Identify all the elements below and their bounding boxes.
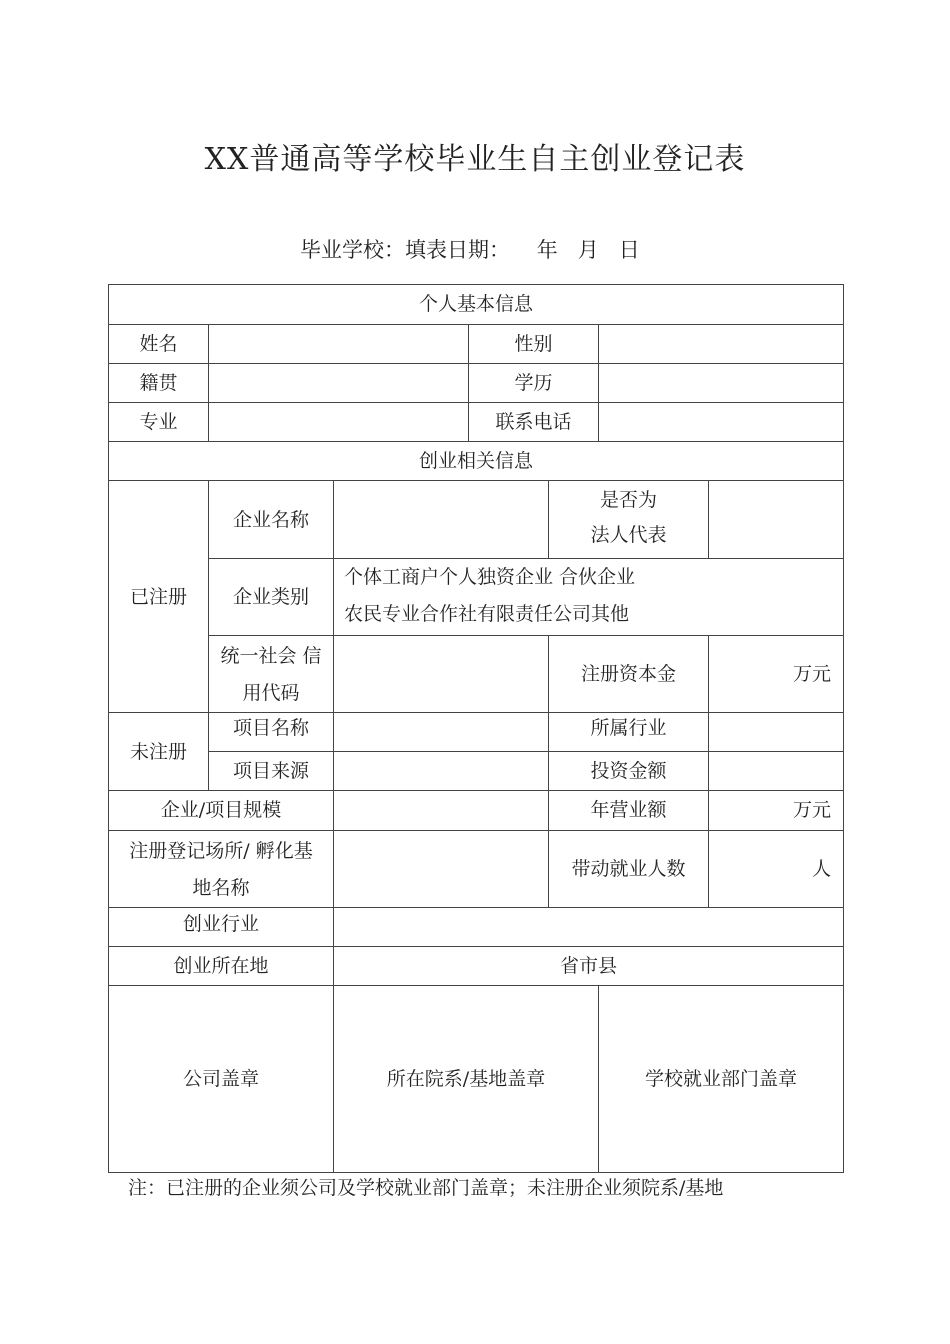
revenue-unit: 万元 xyxy=(792,799,831,821)
company-type-options[interactable] xyxy=(334,559,844,636)
gender-label: 性别 xyxy=(469,325,599,364)
hometown-field[interactable] xyxy=(209,364,469,403)
unregistered-group-label xyxy=(109,713,209,791)
company-type-label xyxy=(209,559,334,636)
project-name-label: 项目名称 xyxy=(209,713,334,752)
credit-code-label-line1: 统一社会 信 xyxy=(220,645,322,667)
major-field[interactable] xyxy=(209,403,469,442)
school-seal-box xyxy=(599,986,844,1173)
legal-rep-label-line1: 是否为 xyxy=(599,489,657,511)
industry-field[interactable] xyxy=(709,713,844,752)
jobs-field[interactable] xyxy=(709,831,844,908)
investment-label: 投资金额 xyxy=(549,752,709,791)
phone-field[interactable] xyxy=(599,403,844,442)
unregistered-label-text: 未注册 xyxy=(129,740,187,763)
jobs-unit: 人 xyxy=(811,858,831,880)
project-source-field[interactable] xyxy=(334,752,549,791)
phone-label: 联系电话 xyxy=(469,403,599,442)
legal-rep-label-line2: 法人代表 xyxy=(590,524,667,546)
school-seal-label: 学校就业部门盖章 xyxy=(644,1068,797,1090)
incubation-base-label xyxy=(109,831,334,908)
incubation-base-field[interactable] xyxy=(334,831,549,908)
incubation-base-label-line1: 注册登记场所/ 孵化基 xyxy=(129,840,313,862)
scale-label: 企业/项目规模 xyxy=(109,791,334,831)
department-seal-box xyxy=(334,986,599,1173)
location-field[interactable]: 省市县 xyxy=(334,947,844,986)
revenue-field[interactable] xyxy=(709,791,844,831)
credit-code-label-line2: 用代码 xyxy=(242,682,300,704)
company-name-label-text: 企业名称 xyxy=(232,508,309,531)
location-label: 创业所在地 xyxy=(109,947,334,986)
gender-field[interactable] xyxy=(599,325,844,364)
education-field[interactable] xyxy=(599,364,844,403)
industry-label: 所属行业 xyxy=(549,713,709,752)
name-field[interactable] xyxy=(209,325,469,364)
revenue-label: 年营业额 xyxy=(549,791,709,831)
capital-field[interactable] xyxy=(709,636,844,713)
education-label: 学历 xyxy=(469,364,599,403)
section-header-personal: 个人基本信息 xyxy=(109,285,844,325)
registration-form-table xyxy=(108,284,844,1173)
credit-code-label xyxy=(209,636,334,713)
form-title: XX普通高等学校毕业生自主创业登记表 xyxy=(204,142,746,177)
legal-rep-label xyxy=(549,481,709,559)
investment-field[interactable] xyxy=(709,752,844,791)
capital-unit: 万元 xyxy=(792,663,831,685)
capital-label-text: 注册资本金 xyxy=(580,663,676,685)
company-name-label xyxy=(209,481,334,559)
incubation-base-label-line2: 地名称 xyxy=(192,877,250,899)
company-type-options-line2: 农民专业合作社有限责任公司其他 xyxy=(344,603,630,625)
company-name-field[interactable] xyxy=(334,481,549,559)
major-label: 专业 xyxy=(109,403,209,442)
capital-label xyxy=(549,636,709,713)
section-header-startup: 创业相关信息 xyxy=(109,442,844,481)
jobs-label-text: 带动就业人数 xyxy=(571,858,686,880)
company-seal-box xyxy=(109,986,334,1173)
field-label: 创业行业 xyxy=(109,908,334,947)
registered-label-text: 已注册 xyxy=(129,585,187,608)
credit-code-field[interactable] xyxy=(334,636,549,713)
department-seal-label: 所在院系/基地盖章 xyxy=(386,1068,546,1090)
hometown-label: 籍贯 xyxy=(109,364,209,403)
project-name-field[interactable] xyxy=(334,713,549,752)
company-type-options-line1: 个体工商户个人独资企业 合伙企业 xyxy=(344,566,636,588)
company-seal-label: 公司盖章 xyxy=(182,1068,259,1090)
form-subtitle: 毕业学校：填表日期： 年 月 日 xyxy=(300,238,640,262)
field-value[interactable] xyxy=(334,908,844,947)
scale-field[interactable] xyxy=(334,791,549,831)
footnote: 注：已注册的企业须公司及学校就业部门盖章；未注册企业须院系/基地 xyxy=(128,1177,724,1199)
registered-group-label xyxy=(109,481,209,713)
jobs-label xyxy=(549,831,709,908)
legal-rep-field[interactable] xyxy=(709,481,844,559)
name-label: 姓名 xyxy=(109,325,209,364)
company-type-label-text: 企业类别 xyxy=(232,586,309,608)
project-source-label: 项目来源 xyxy=(209,752,334,791)
